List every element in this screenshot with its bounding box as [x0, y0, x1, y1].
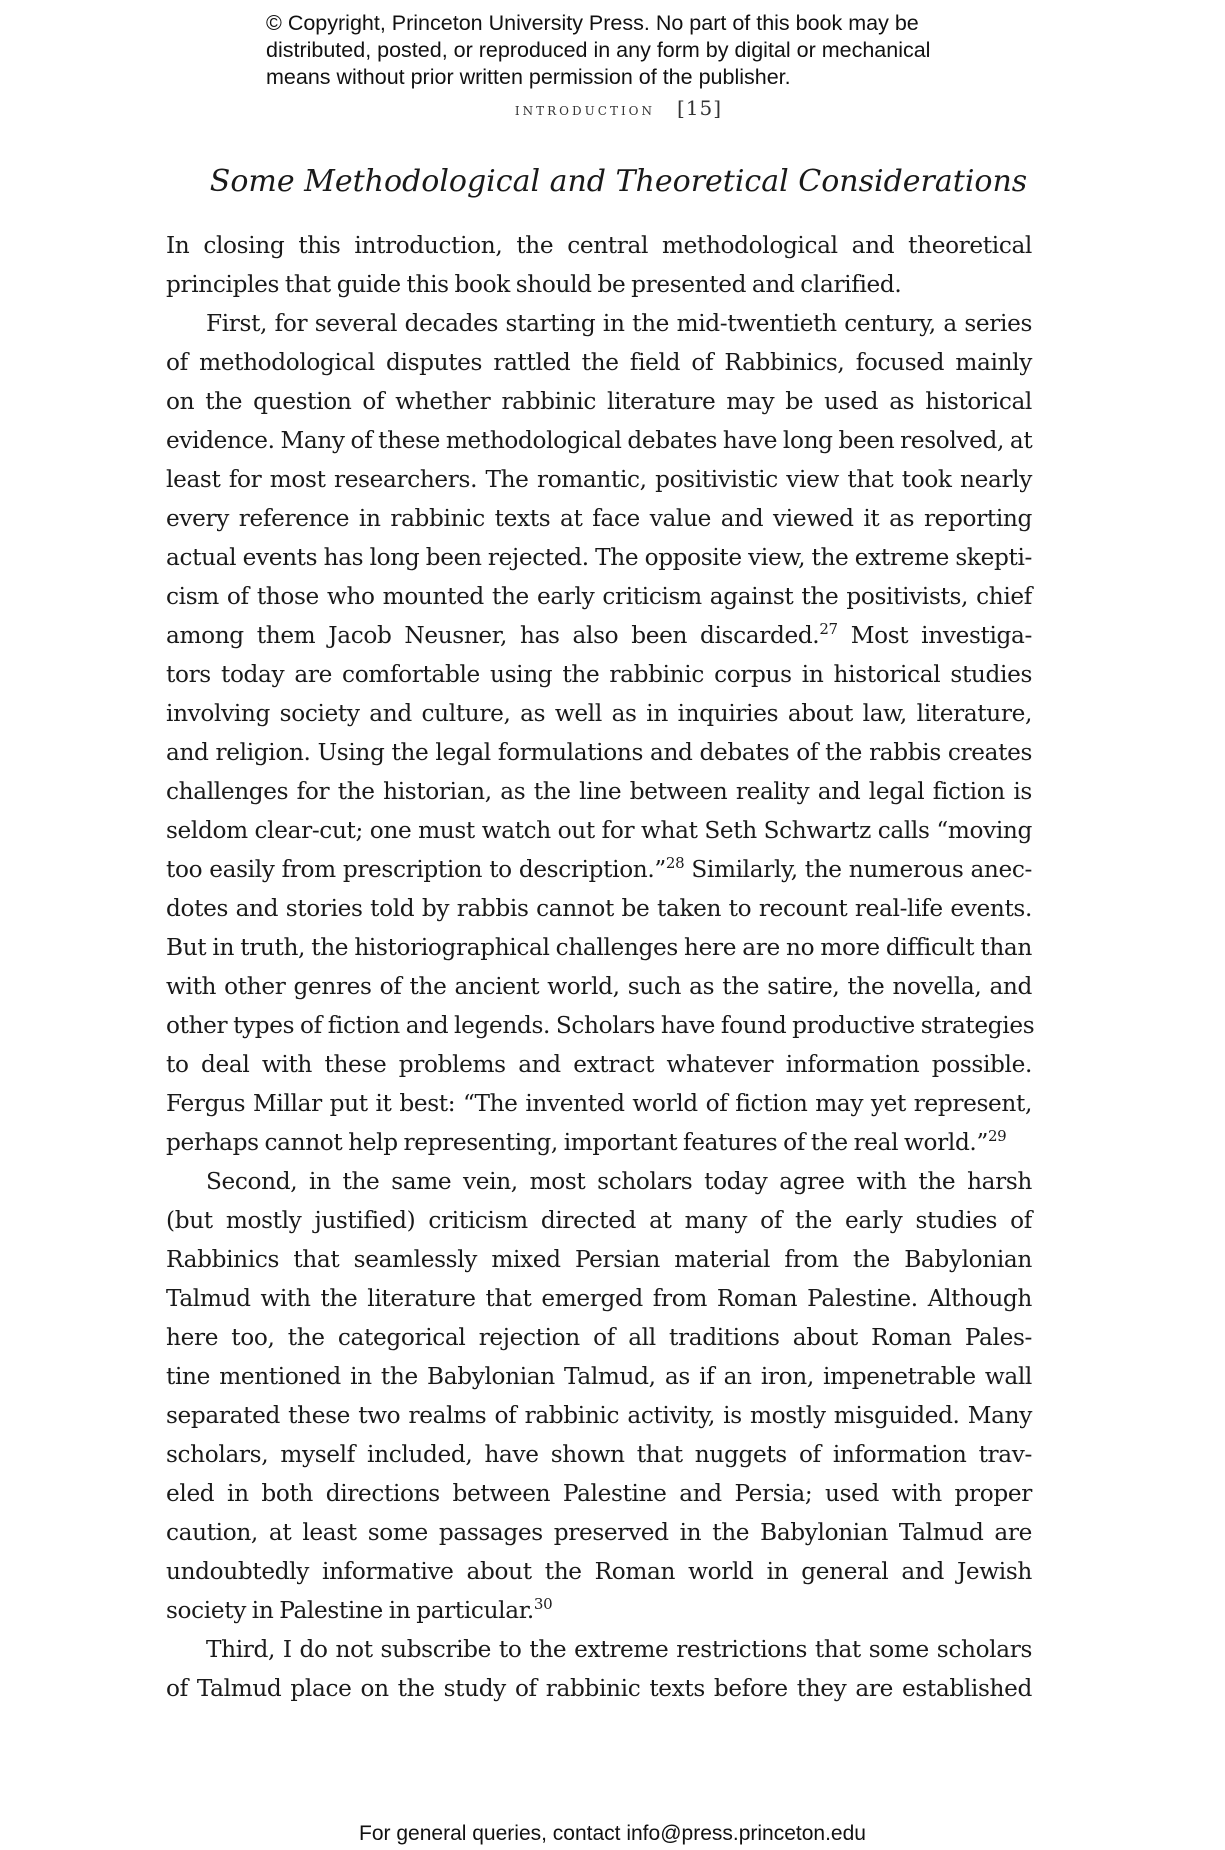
text-segment: Similarly, the numerous anec-	[691, 856, 1032, 883]
text-line: But in truth, the historiographical challenges here are no more difficult than	[166, 934, 1032, 961]
text-line: to deal with these problems and extract whatever information possible.	[166, 1051, 1032, 1078]
text-segment: Most investiga-	[850, 622, 1032, 649]
text-line: caution, at least some passages preserved in the Babylonian Talmud are	[166, 1519, 1032, 1546]
text-line: First, for several decades starting in the mid-twentieth century, a series	[206, 310, 1032, 337]
copyright-notice	[266, 10, 986, 91]
page-number: [15]	[677, 96, 723, 120]
text-segment: society in Palestine in particular.	[166, 1597, 534, 1624]
text-line: undoubtedly informative about the Roman world in general and Jewish	[166, 1558, 1032, 1585]
text-line	[166, 850, 1032, 889]
text-line: on the question of whether rabbinic literature may be used as historical	[166, 388, 1032, 415]
text-line: In closing this introduction, the central methodological and theoretical	[166, 232, 1032, 259]
copyright-line: © Copyright, Princeton University Press. No part of this book may be	[266, 11, 919, 35]
text-line	[166, 1591, 1032, 1630]
text-line: tors today are comfortable using the rabbinic corpus in historical studies	[166, 661, 1032, 688]
text-segment: perhaps cannot help representing, important features of the real world.”	[166, 1129, 988, 1156]
text-line: Rabbinics that seamlessly mixed Persian material from the Babylonian	[166, 1246, 1032, 1273]
text-line: Talmud with the literature that emerged from Roman Palestine. Although	[166, 1285, 1032, 1312]
text-line: here too, the categorical rejection of all traditions about Roman Pales-	[166, 1324, 1032, 1351]
copyright-line: distributed, posted, or reproduced in any form by digital or mechanical	[266, 38, 931, 62]
text-line: every reference in rabbinic texts at face value and viewed it as reporting	[166, 505, 1032, 532]
text-line: Fergus Millar put it best: “The invented world of fiction may yet represent,	[166, 1090, 1032, 1117]
footnote-ref: 28	[665, 854, 685, 872]
text-line	[166, 616, 1032, 655]
text-line: and religion. Using the legal formulations and debates of the rabbis creates	[166, 739, 1032, 766]
text-line: other types of fiction and legends. Scholars have found productive strategies	[166, 1012, 1035, 1039]
text-line: separated these two realms of rabbinic activity, is mostly misguided. Many	[166, 1402, 1032, 1429]
text-line: cism of those who mounted the early criticism against the positivists, chief	[166, 583, 1032, 610]
text-line	[166, 1123, 1032, 1162]
text-line: tine mentioned in the Babylonian Talmud, as if an iron, impenetrable wall	[166, 1363, 1032, 1390]
copyright-line: means without prior written permission of the publisher.	[266, 65, 791, 89]
running-head-section: introduction	[514, 100, 656, 120]
text-line: principles that guide this book should be presented and clarified.	[166, 271, 902, 298]
text-segment: too easily from prescription to description.”	[166, 856, 666, 883]
text-line: of methodological disputes rattled the field of Rabbinics, focused mainly	[166, 349, 1032, 376]
text-line: (but mostly justified) criticism directed at many of the early studies of	[166, 1207, 1032, 1234]
text-line: challenges for the historian, as the line between reality and legal fiction is	[166, 778, 1032, 805]
footnote-ref: 30	[533, 1595, 553, 1613]
text-line: scholars, myself included, have shown that nuggets of information trav-	[166, 1441, 1032, 1468]
text-line: of Talmud place on the study of rabbinic texts before they are established	[166, 1675, 1032, 1702]
text-line: least for most researchers. The romantic, positivistic view that took nearly	[166, 466, 1032, 493]
text-line: with other genres of the ancient world, such as the satire, the novella, and	[166, 973, 1032, 1000]
text-line: eled in both directions between Palestine and Persia; used with proper	[166, 1480, 1032, 1507]
running-head	[0, 96, 1225, 120]
footnote-ref: 29	[987, 1127, 1007, 1145]
footnote-ref: 27	[819, 620, 838, 638]
text-line: dotes and stories told by rabbis cannot be taken to recount real-life events.	[166, 895, 1032, 922]
body-text	[166, 226, 1035, 1708]
text-line: Third, I do not subscribe to the extreme restrictions that some scholars	[206, 1636, 1032, 1663]
text-line: seldom clear-cut; one must watch out for what Seth Schwartz calls “moving	[166, 817, 1032, 844]
text-line: evidence. Many of these methodological debates have long been resolved, at	[166, 427, 1033, 454]
text-line: involving society and culture, as well as in inquiries about law, literature,	[166, 700, 1032, 727]
section-heading: Some Methodological and Theoretical Considerations	[209, 164, 1028, 199]
text-line: Second, in the same vein, most scholars today agree with the harsh	[206, 1168, 1032, 1195]
text-segment: among them Jacob Neusner, has also been discarded.	[166, 622, 820, 649]
text-line: actual events has long been rejected. The opposite view, the extreme skepti-	[166, 544, 1032, 571]
footer-contact: For general queries, contact info@press.princeton.edu	[359, 1822, 866, 1845]
